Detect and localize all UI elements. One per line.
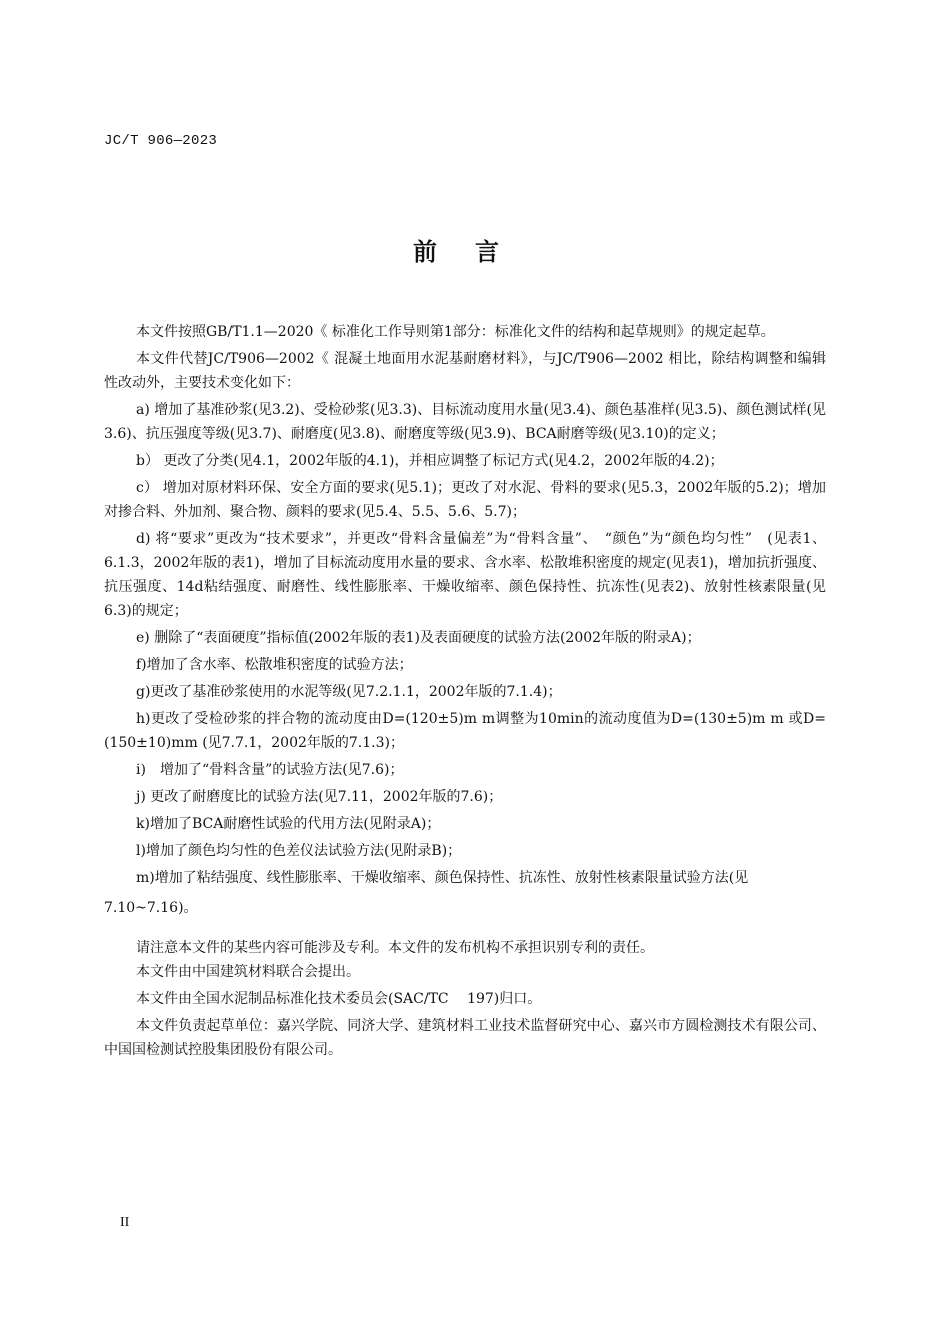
change-item-g: g)更改了基准砂浆使用的水泥等级(见7.2.1.1，2002年版的7.1.4)； <box>136 684 562 700</box>
change-item-d: d) 将“要求”更改为“技术要求”，并更改“骨料含量偏差”为“骨料含量”、 “颜色”为“颜色均匀性” (见表1、6.1.3，2002年版的表1)，增加了目标流动度用水量的要求、含水率、松散堆积密度的规定(见表1)，增加抗折强度、抗压强度、14d粘结强度、耐磨性、线性膨胀率、干燥收缩率、颜色保持性、抗冻性(见表2)、放射性核素限量(见6.3)的规定； <box>104 531 826 619</box>
change-item-i: i) 增加了“骨料含量”的试验方法(见7.6)； <box>136 762 404 778</box>
drafting-units-note: 本文件负责起草单位：嘉兴学院、同济大学、建筑材料工业技术监督研究中心、嘉兴市方圆检测技术有限公司、中国国检测试控股集团股份有限公司。 <box>104 1018 826 1058</box>
change-item-b: b） 更改了分类(见4.1，2002年版的4.1)，并相应调整了标记方式(见4.2，2002年版的4.2)； <box>136 453 724 469</box>
paragraph-replacement-note: 本文件代替JC/T906—2002《 混凝土地面用水泥基耐磨材料》，与JC/T906—2002 相比，除结构调整和编辑性改动外，主要技术变化如下： <box>104 351 826 391</box>
change-item-k: k)增加了BCA耐磨性试验的代用方法(见附录A)； <box>136 816 441 832</box>
change-item-m: m)增加了粘结强度、线性膨胀率、干燥收缩率、颜色保持性、抗冻性、放射性核素限量试验方法(见 <box>136 870 749 886</box>
page-number: II <box>120 1215 130 1230</box>
centralized-management-note: 本文件由全国水泥制品标准化技术委员会(SAC/TC 197)归口。 <box>136 991 542 1007</box>
change-item-c: c） 增加对原材料环保、安全方面的要求(见5.1)；更改了对水泥、骨料的要求(见5.3，2002年版的5.2)；增加对掺合料、外加剂、聚合物、颜料的要求(见5.4、5.5、5.6、5.7)； <box>104 480 826 520</box>
foreword-body <box>104 320 826 1065</box>
change-item-e: e) 删除了“表面硬度”指标值(2002年版的表1)及表面硬度的试验方法(2002年版的附录A)； <box>136 630 701 646</box>
change-item-a: a) 增加了基准砂浆(见3.2)、受检砂浆(见3.3)、目标流动度用水量(见3.4)、颜色基准样(见3.5)、颜色测试样(见3.6)、抗压强度等级(见3.7)、耐磨度(见3.8)、耐磨度等级(见3.9)、BCA耐磨等级(见3.10)的定义； <box>104 402 826 442</box>
paragraph-drafting-basis: 本文件按照GB/T1.1—2020《 标准化工作导则第1部分：标准化文件的结构和起草规则》的规定起草。 <box>136 324 775 340</box>
page-title: 前言 <box>413 238 537 266</box>
change-item-f: f)增加了含水率、松散堆积密度的试验方法； <box>136 657 413 673</box>
document-code: JC/T 906—2023 <box>104 133 218 149</box>
change-item-l: l)增加了颜色均匀性的色差仪法试验方法(见附录B)； <box>136 843 462 859</box>
change-item-m-continuation: 7.10~7.16)。 <box>104 900 198 916</box>
patent-notice: 请注意本文件的某些内容可能涉及专利。本文件的发布机构不承担识别专利的责任。 <box>136 940 654 956</box>
change-item-h: h)更改了受检砂浆的拌合物的流动度由D=(120±5)m m调整为10min的流动度值为D=(130±5)m m 或D=(150±10)mm (见7.7.1，2002年版的7.1.3)； <box>104 711 826 751</box>
change-item-j: j) 更改了耐磨度比的试验方法(见7.11，2002年版的7.6)； <box>136 789 503 805</box>
proposer-note: 本文件由中国建筑材料联合会提出。 <box>136 964 360 980</box>
